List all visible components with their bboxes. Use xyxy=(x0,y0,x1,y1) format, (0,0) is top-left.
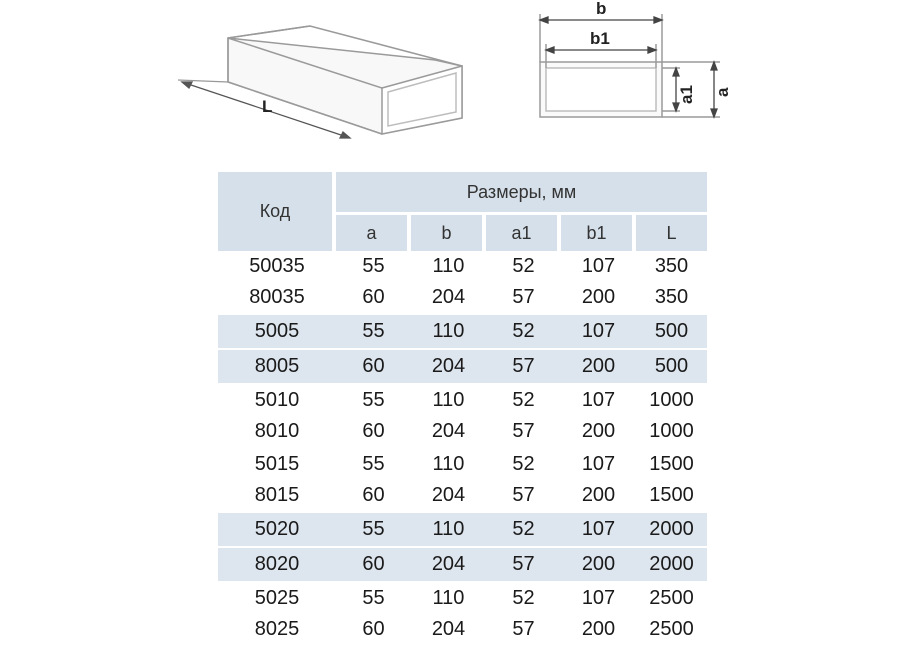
width-outer-label: b xyxy=(596,0,607,18)
cell-code: 8005 xyxy=(218,350,336,383)
cell-code: 5005 xyxy=(218,315,336,348)
table-row xyxy=(218,548,707,581)
table-row xyxy=(218,449,707,480)
cell-code: 8010 xyxy=(254,420,300,442)
cell-b1: 200 xyxy=(581,286,616,308)
table-row xyxy=(218,282,707,313)
cell-b: 204 xyxy=(411,548,486,581)
cell-b1: 200 xyxy=(581,420,616,442)
cell-a: 60 xyxy=(362,420,385,442)
cell-a1: 57 xyxy=(486,350,561,383)
cell-b: 204 xyxy=(431,618,466,640)
cell-code: 5015 xyxy=(254,453,300,475)
cell-a1: 57 xyxy=(512,484,535,506)
cell-a1: 57 xyxy=(512,286,535,308)
cell-L: 1500 xyxy=(649,453,694,475)
cell-b1: 107 xyxy=(561,315,636,348)
cell-L: 2500 xyxy=(649,618,694,640)
length-label: L xyxy=(262,97,273,116)
cell-a1: 52 xyxy=(512,453,535,475)
cell-code: 8025 xyxy=(254,618,300,640)
height-inner-label: a1 xyxy=(677,85,696,104)
cell-code: 5025 xyxy=(254,587,300,609)
cell-a: 55 xyxy=(336,513,411,546)
cell-L: 2000 xyxy=(636,513,707,546)
cell-b1: 107 xyxy=(561,513,636,546)
cell-a: 55 xyxy=(362,453,385,475)
column-header-b: b xyxy=(411,215,486,251)
cell-b: 204 xyxy=(431,420,466,442)
cell-a: 55 xyxy=(362,255,385,277)
cell-a1: 52 xyxy=(486,513,561,546)
table-row xyxy=(218,350,707,383)
cell-b: 110 xyxy=(432,587,465,609)
cell-code: 8020 xyxy=(218,548,336,581)
cell-b: 204 xyxy=(431,286,466,308)
cell-b: 110 xyxy=(411,513,486,546)
cell-a1: 52 xyxy=(512,255,535,277)
cell-a: 55 xyxy=(362,587,385,609)
width-inner-label: b1 xyxy=(590,29,610,48)
cell-L: 500 xyxy=(636,350,707,383)
cell-b: 204 xyxy=(411,350,486,383)
cell-b1: 200 xyxy=(561,350,636,383)
dimensions-group-header: Размеры, мм xyxy=(336,172,707,215)
cell-a: 60 xyxy=(336,548,411,581)
cell-a: 60 xyxy=(336,350,411,383)
cell-a: 55 xyxy=(336,315,411,348)
table-row xyxy=(218,385,707,416)
cell-L: 350 xyxy=(654,255,689,277)
cell-L: 2500 xyxy=(649,587,694,609)
cell-L: 1500 xyxy=(649,484,694,506)
cell-b1: 107 xyxy=(581,389,616,411)
cell-L: 500 xyxy=(636,315,707,348)
cell-a1: 52 xyxy=(512,587,535,609)
cell-b1: 200 xyxy=(561,548,636,581)
inner-section xyxy=(546,68,656,111)
code-header: Код xyxy=(218,172,336,251)
cell-a1: 57 xyxy=(512,618,535,640)
cell-L: 1000 xyxy=(649,389,694,411)
cell-a1: 57 xyxy=(486,548,561,581)
height-outer-label: a xyxy=(713,87,732,97)
cell-b: 110 xyxy=(432,255,465,277)
cell-code: 50035 xyxy=(249,255,305,277)
table-row xyxy=(218,583,707,614)
duct-cross-section-diagram xyxy=(520,0,730,130)
cell-b1: 107 xyxy=(581,587,616,609)
cell-b1: 107 xyxy=(581,453,616,475)
cell-a1: 52 xyxy=(486,315,561,348)
column-header-a: a xyxy=(336,215,411,251)
table-row xyxy=(218,480,707,511)
cell-L: 350 xyxy=(654,286,689,308)
cell-b: 110 xyxy=(432,389,465,411)
column-header-L: L xyxy=(636,215,707,251)
table-row xyxy=(218,251,707,282)
cell-a1: 52 xyxy=(512,389,535,411)
column-header-b1: b1 xyxy=(561,215,636,251)
table-row xyxy=(218,614,707,645)
cell-L: 2000 xyxy=(636,548,707,581)
cell-b: 110 xyxy=(411,315,486,348)
cell-b: 204 xyxy=(431,484,466,506)
cell-b1: 200 xyxy=(581,618,616,640)
cell-a: 60 xyxy=(362,286,385,308)
cell-b1: 107 xyxy=(581,255,616,277)
dimensions-table xyxy=(218,172,707,645)
duct-isometric-diagram xyxy=(170,20,490,160)
cell-code: 8015 xyxy=(254,484,300,506)
cell-code: 5020 xyxy=(218,513,336,546)
cell-a: 60 xyxy=(362,618,385,640)
cell-b1: 200 xyxy=(581,484,616,506)
table-row xyxy=(218,416,707,447)
cell-a: 60 xyxy=(362,484,385,506)
cell-b: 110 xyxy=(432,453,465,475)
table-row xyxy=(218,315,707,348)
cell-a1: 57 xyxy=(512,420,535,442)
cell-code: 80035 xyxy=(249,286,305,308)
cell-code: 5010 xyxy=(254,389,300,411)
column-header-a1: a1 xyxy=(486,215,561,251)
cell-a: 55 xyxy=(362,389,385,411)
cell-L: 1000 xyxy=(649,420,694,442)
table-row xyxy=(218,513,707,546)
